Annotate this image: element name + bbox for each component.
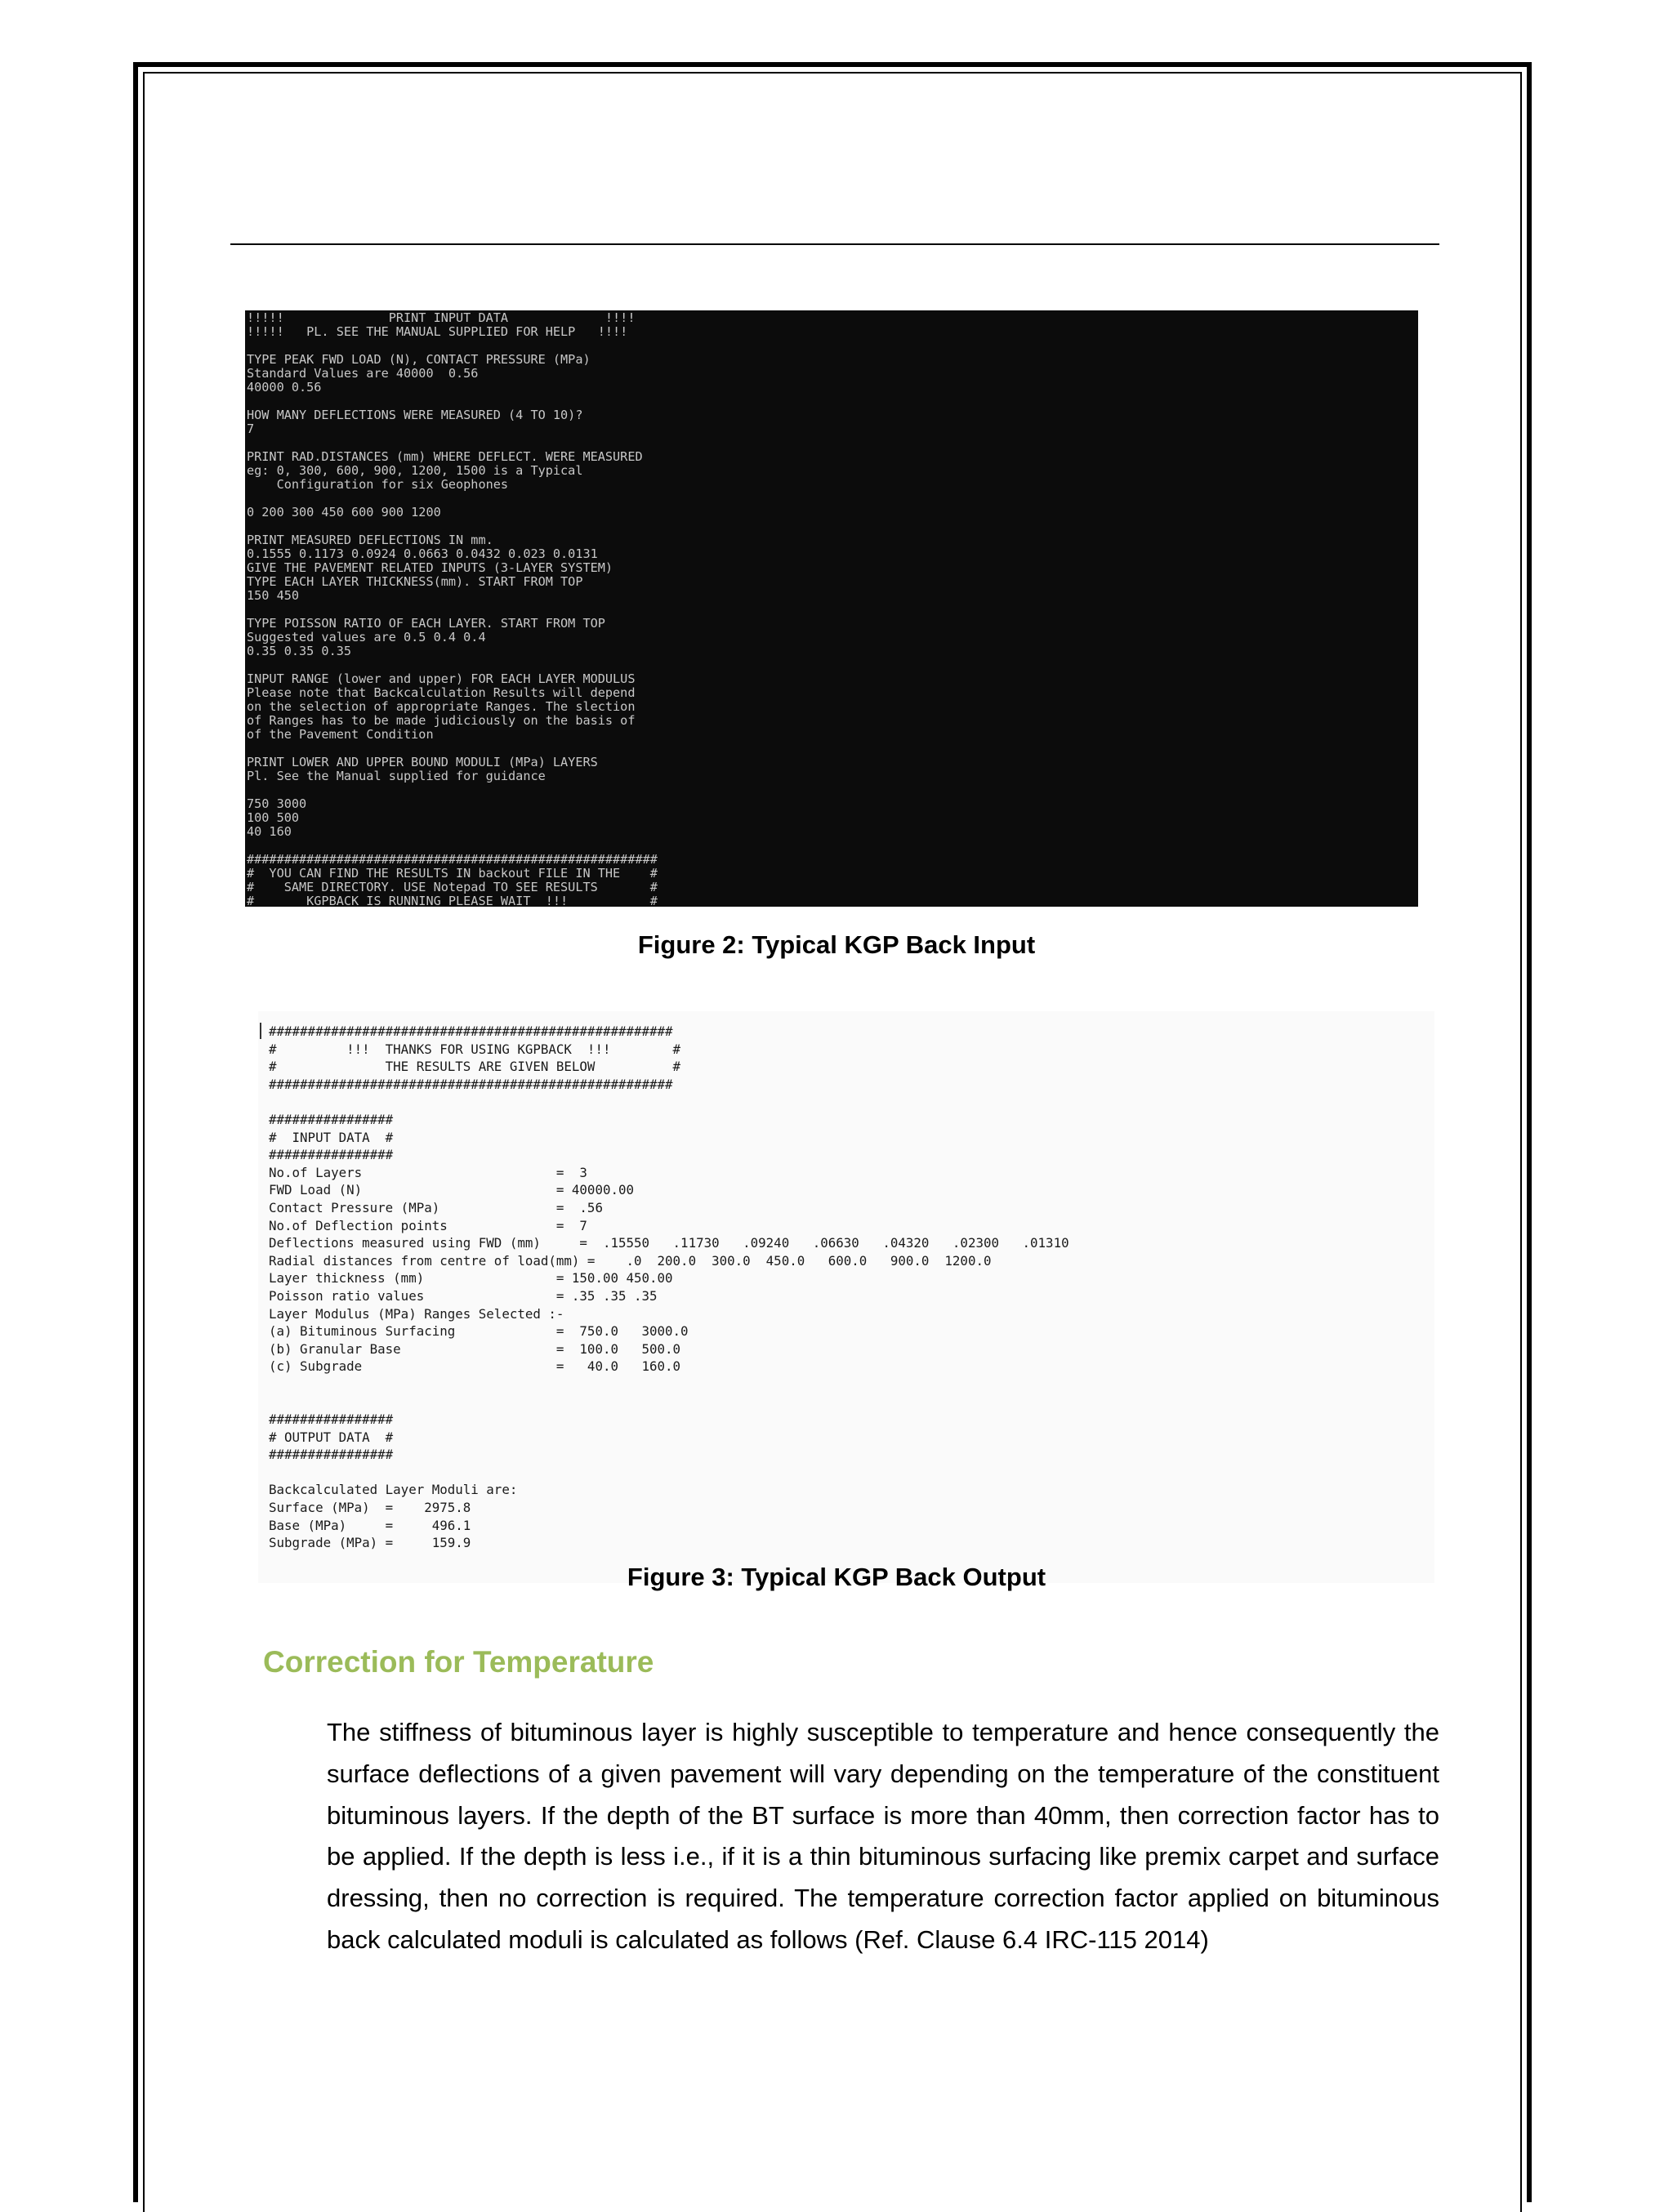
output-line: Surface (MPa) = 2975.8 (269, 1500, 471, 1516)
output-line: No.of Layers = 3 (269, 1164, 587, 1180)
output-line: Layer Modulus (MPa) Ranges Selected :- (269, 1305, 564, 1322)
terminal-line: TYPE EACH LAYER THICKNESS(mm). START FROM TOP (247, 574, 583, 589)
terminal-line (247, 436, 1416, 450)
output-line: (a) Bituminous Surfacing = 750.0 3000.0 (269, 1323, 689, 1340)
text-cursor (260, 1023, 261, 1039)
terminal-line (247, 492, 1416, 506)
terminal-line: PRINT LOWER AND UPPER BOUND MODULI (MPa) LAYERS (247, 755, 598, 769)
figure-2-terminal-screenshot (245, 310, 1418, 907)
terminal-line (247, 658, 1416, 672)
terminal-line: # SAME DIRECTORY. USE Notepad TO SEE RESULTS # (247, 880, 658, 894)
terminal-line: HOW MANY DEFLECTIONS WERE MEASURED (4 TO 10)? (247, 408, 583, 422)
output-line (269, 1464, 1434, 1482)
terminal-line: INPUT RANGE (lower and upper) FOR EACH LAYER MODULUS (247, 671, 636, 686)
terminal-line: ####################################################### (247, 852, 658, 867)
terminal-line: # KGPBACK IS RUNNING PLEASE WAIT !!! # (247, 894, 658, 907)
output-line: ################ (269, 1411, 394, 1428)
terminal-line (247, 339, 1416, 353)
terminal-line: !!!!! PL. SEE THE MANUAL SUPPLIED FOR HELP !!!! (247, 324, 628, 339)
terminal-line: 40000 0.56 (247, 380, 322, 395)
section-heading: Correction for Temperature (263, 1645, 654, 1679)
terminal-line (247, 783, 1416, 797)
terminal-line: of the Pavement Condition (247, 727, 434, 742)
output-line: ################ (269, 1111, 394, 1127)
output-line: Radial distances from centre of load(mm) = .0 200.0 300.0 450.0 600.0 900.0 1200.0 (269, 1252, 992, 1269)
terminal-line (247, 742, 1416, 756)
terminal-line: !!!!! PRINT INPUT DATA !!!! (247, 310, 636, 325)
output-line: FWD Load (N) = 40000.00 (269, 1182, 634, 1198)
terminal-line: 0.35 0.35 0.35 (247, 644, 352, 658)
output-line: (b) Granular Base = 100.0 500.0 (269, 1340, 681, 1357)
terminal-line: TYPE POISSON RATIO OF EACH LAYER. START FROM TOP (247, 616, 605, 631)
terminal-line: on the selection of appropriate Ranges. The slection (247, 699, 636, 714)
terminal-line (247, 395, 1416, 408)
output-line (269, 1393, 1434, 1411)
terminal-line: PRINT MEASURED DEFLECTIONS IN mm. (247, 533, 493, 547)
body-paragraph: The stiffness of bituminous layer is highly susceptible to temperature and hence consequently the surface deflections of a given pavement will vary depending on the temperature of the constituent bituminous layers. If the depth of the BT surface is more than 40mm, then correction factor has to be applied. If the depth is less i.e., if it is a thin bituminous surfacing like premix carpet and surface dressing, then no correction is required. The temperature correction factor applied on bituminous back calculated moduli is calculated as follows (Ref. Clause 6.4 IRC-115 2014) (327, 1718, 1439, 1954)
output-line: Backcalculated Layer Moduli are: (269, 1482, 518, 1498)
output-line: # !!! THANKS FOR USING KGPBACK !!! # (269, 1041, 681, 1057)
terminal-line: Please note that Backcalculation Results will depend (247, 685, 636, 700)
terminal-line: 750 3000 (247, 796, 307, 811)
output-line: (c) Subgrade = 40.0 160.0 (269, 1358, 681, 1375)
output-line: #################################################### (269, 1076, 673, 1092)
terminal-line: PRINT RAD.DISTANCES (mm) WHERE DEFLECT. WERE MEASURED (247, 449, 643, 464)
output-line (269, 1093, 1434, 1111)
terminal-line: of Ranges has to be made judiciously on the basis of (247, 713, 636, 728)
terminal-line: 100 500 (247, 810, 300, 825)
output-line: Deflections measured using FWD (mm) = .15550 .11730 .09240 .06630 .04320 .02300 .01310 (269, 1235, 1069, 1251)
output-line: Base (MPa) = 496.1 (269, 1517, 471, 1533)
output-line: Subgrade (MPa) = 159.9 (269, 1535, 471, 1551)
terminal-line: Standard Values are 40000 0.56 (247, 366, 479, 381)
terminal-line: GIVE THE PAVEMENT RELATED INPUTS (3-LAYER SYSTEM) (247, 560, 613, 575)
header-rule (230, 243, 1439, 245)
output-line: Layer thickness (mm) = 150.00 450.00 (269, 1270, 673, 1287)
figure-3-output-screenshot (258, 1011, 1434, 1583)
output-line: # INPUT DATA # (269, 1129, 394, 1145)
terminal-line: Configuration for six Geophones (247, 477, 509, 492)
terminal-line: 7 (247, 421, 255, 436)
terminal-line: eg: 0, 300, 600, 900, 1200, 1500 is a Typical (247, 463, 583, 478)
terminal-line: Pl. See the Manual supplied for guidance (247, 769, 546, 783)
terminal-line: TYPE PEAK FWD LOAD (N), CONTACT PRESSURE (MPa) (247, 352, 591, 367)
output-line: # THE RESULTS ARE GIVEN BELOW # (269, 1059, 681, 1075)
terminal-line: 0 200 300 450 600 900 1200 (247, 505, 441, 520)
output-line: Poisson ratio values = .35 .35 .35 (269, 1287, 658, 1304)
figure-3-caption: Figure 3: Typical KGP Back Output (627, 1563, 1046, 1591)
terminal-line: 0.1555 0.1173 0.0924 0.0663 0.0432 0.023 0.0131 (247, 546, 598, 561)
output-line: No.of Deflection points = 7 (269, 1217, 587, 1233)
output-line: ################ (269, 1147, 394, 1163)
terminal-line (247, 603, 1416, 617)
output-line (269, 1376, 1434, 1394)
output-line: Contact Pressure (MPa) = .56 (269, 1199, 603, 1215)
terminal-line: # YOU CAN FIND THE RESULTS IN backout FILE IN THE # (247, 866, 658, 881)
terminal-line: 150 450 (247, 588, 300, 603)
terminal-line: Suggested values are 0.5 0.4 0.4 (247, 630, 486, 644)
output-line: ################ (269, 1447, 394, 1463)
output-line: #################################################### (269, 1023, 673, 1039)
terminal-line (247, 520, 1416, 533)
terminal-line (247, 839, 1416, 853)
output-line: # OUTPUT DATA # (269, 1429, 394, 1445)
terminal-line: 40 160 (247, 824, 292, 839)
figure-2-caption: Figure 2: Typical KGP Back Input (637, 930, 1036, 959)
